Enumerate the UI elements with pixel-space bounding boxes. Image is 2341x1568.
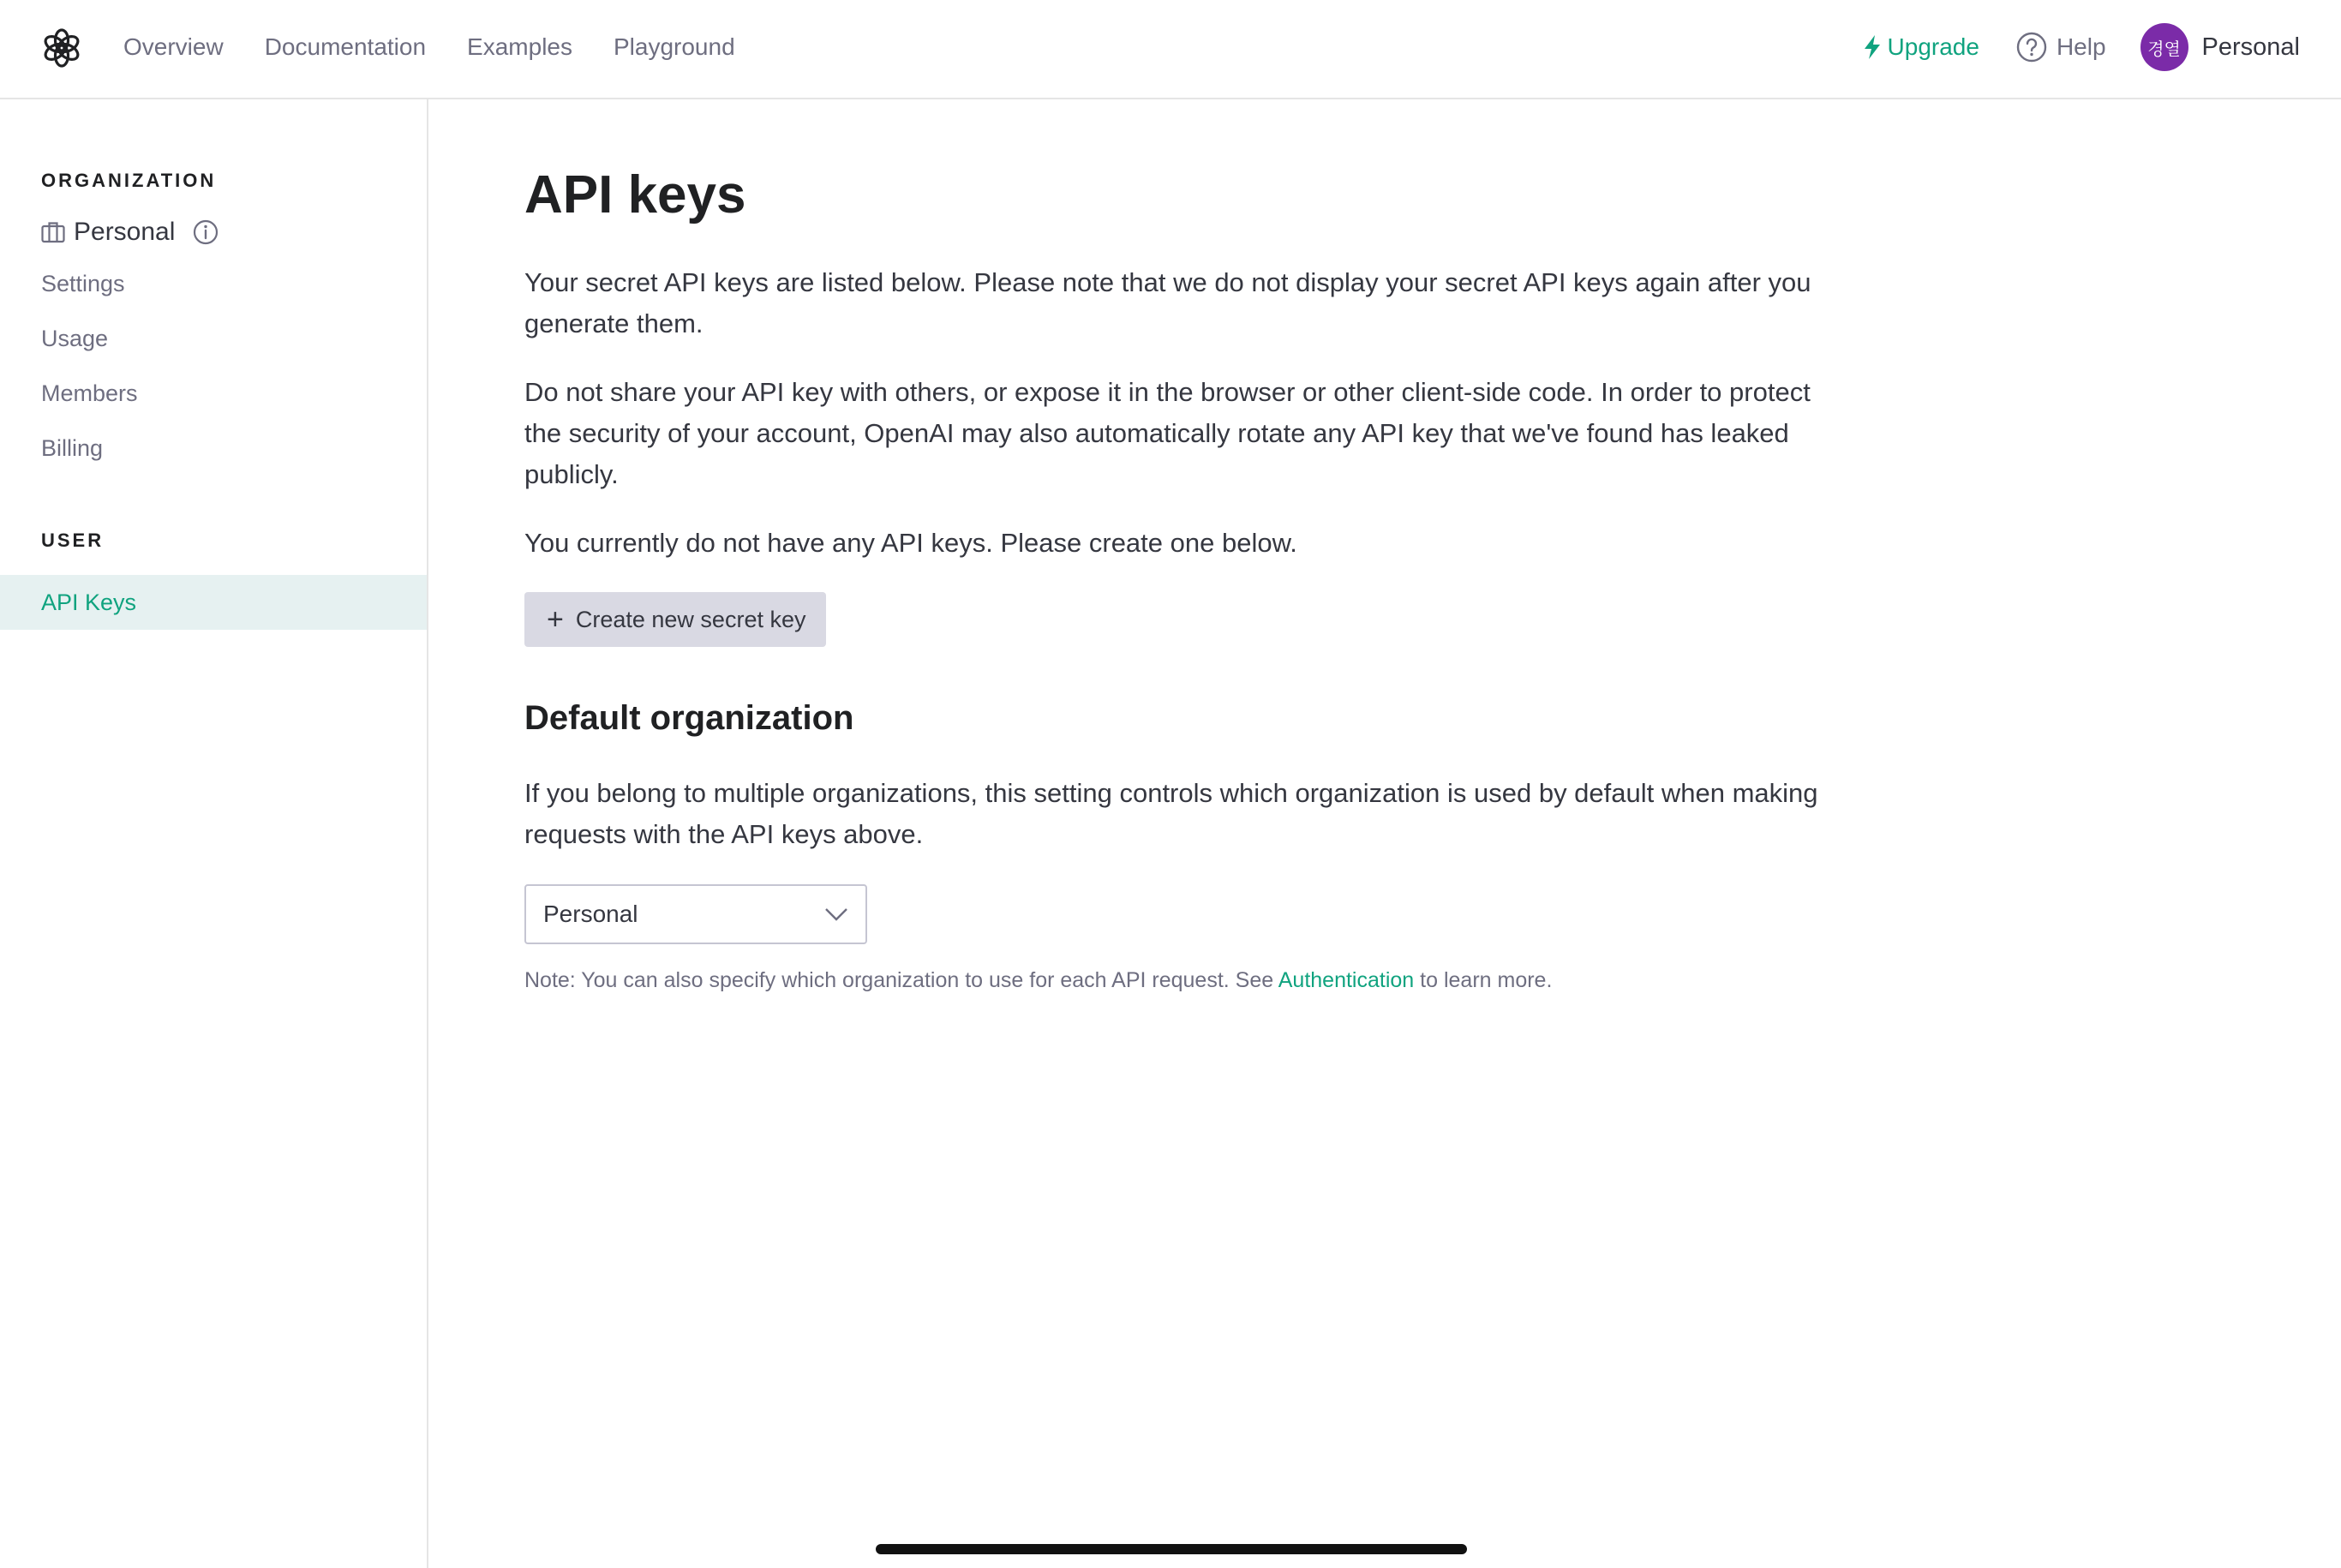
- nav-documentation[interactable]: Documentation: [264, 33, 427, 60]
- sidebar-section-user: USER: [41, 530, 105, 551]
- default-org-description: If you belong to multiple organizations, this setting controls which organization is used by default when making requests with the API keys above.: [524, 778, 1818, 849]
- org-selector[interactable]: [41, 218, 219, 247]
- sidebar-section-organization: ORGANIZATION: [41, 170, 217, 191]
- upgrade-link[interactable]: [1862, 33, 1979, 61]
- help-label: Help: [2056, 33, 2106, 60]
- note-suffix: to learn more.: [1420, 968, 1553, 992]
- security-paragraph: Do not share your API key with others, or expose it in the browser or other client-side code. In order to protect the security of your account, OpenAI may also automatically rotate any API key that we've found has leaked publicly.: [524, 377, 1811, 489]
- upgrade-label: Upgrade: [1887, 33, 1979, 60]
- question-circle-icon: [2015, 31, 2048, 63]
- sidebar: [0, 99, 428, 1568]
- plus-icon: +: [547, 603, 564, 636]
- lightning-bolt-icon: [1862, 34, 1883, 60]
- intro-paragraph: Your secret API keys are listed below. Please note that we do not display your secret API keys again after you generate them.: [524, 267, 1811, 338]
- openai-logo-icon[interactable]: [39, 26, 84, 70]
- main-nav: [123, 0, 735, 94]
- sidebar-item-settings[interactable]: Settings: [41, 271, 125, 296]
- help-link[interactable]: [2015, 31, 2106, 63]
- no-keys-message: You currently do not have any API keys. Please create one below.: [524, 528, 1297, 558]
- home-indicator: [876, 1544, 1467, 1554]
- default-org-select[interactable]: [524, 884, 867, 944]
- authentication-link[interactable]: Authentication: [1278, 968, 1415, 992]
- create-button-label: Create new secret key: [575, 606, 806, 632]
- nav-overview[interactable]: Overview: [123, 33, 224, 60]
- avatar: 경열: [2140, 23, 2188, 71]
- profile-name: Personal: [2201, 33, 2300, 61]
- profile-menu[interactable]: [2140, 23, 2300, 71]
- sidebar-item-usage[interactable]: Usage: [41, 326, 109, 351]
- note-prefix: Note: You can also specify which organization to use for each API request. See: [524, 968, 1274, 992]
- sidebar-item-label: API Keys: [41, 589, 137, 615]
- info-circle-icon[interactable]: [192, 218, 219, 246]
- sidebar-item-api-keys[interactable]: [0, 575, 427, 630]
- top-navigation: [0, 0, 2341, 99]
- nav-examples[interactable]: Examples: [467, 33, 572, 60]
- sidebar-item-billing[interactable]: Billing: [41, 435, 104, 461]
- org-name: Personal: [74, 218, 176, 246]
- briefcase-icon: [41, 221, 65, 243]
- org-note: [524, 968, 1552, 993]
- nav-right-group: [1862, 0, 2300, 94]
- chevron-down-icon: [824, 907, 848, 922]
- create-secret-key-button[interactable]: [524, 592, 826, 647]
- sidebar-item-members[interactable]: Members: [41, 380, 138, 406]
- nav-playground[interactable]: Playground: [613, 33, 735, 60]
- default-org-heading: Default organization: [524, 699, 854, 737]
- page-title: API keys: [524, 165, 746, 224]
- select-value: Personal: [543, 901, 638, 927]
